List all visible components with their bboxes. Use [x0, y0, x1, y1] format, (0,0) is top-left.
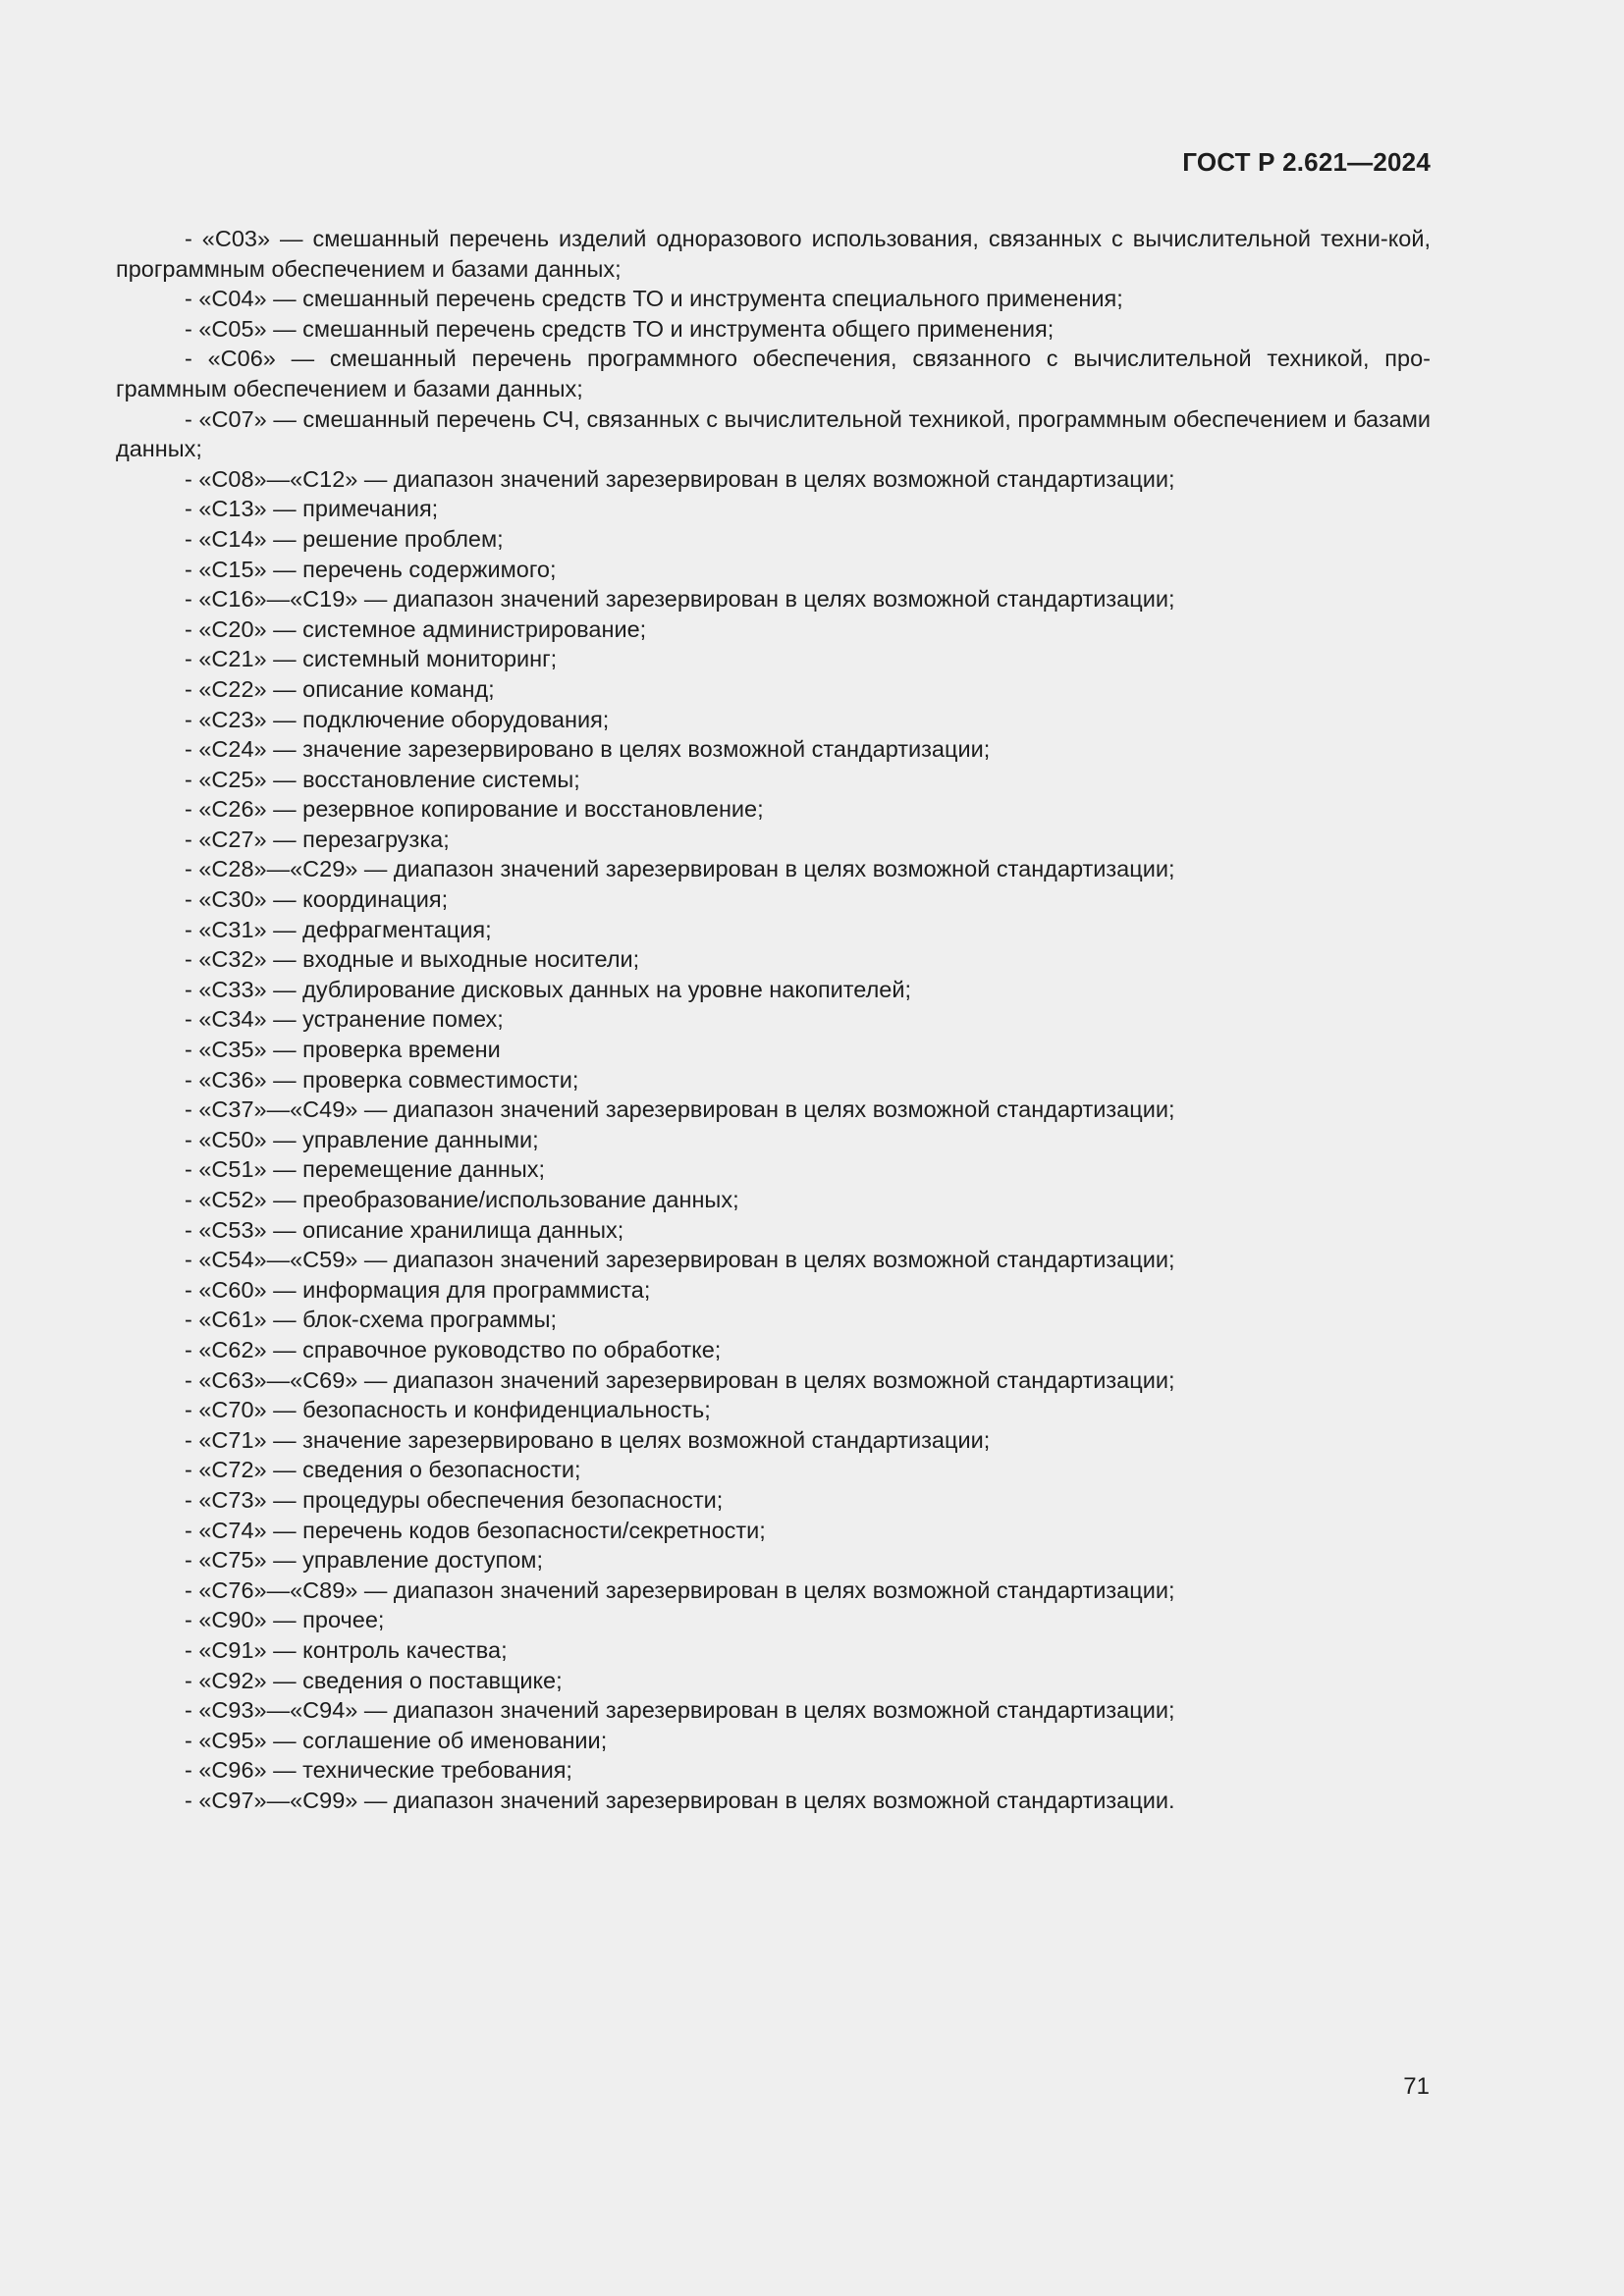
list-item: - «С36» — проверка совместимости; [185, 1066, 579, 1093]
list-item: - «С22» — описание команд; [185, 675, 495, 702]
list-item: - «С08»—«С12» — диапазон значений зарезервирован в целях возможной стандартизации; [185, 465, 1175, 492]
list-item: - «С97»—«С99» — диапазон значений зарезервирован в целях возможной стандартизации. [185, 1787, 1175, 1813]
list-item: - «С26» — резервное копирование и восстановление; [185, 796, 764, 823]
list-item: - «С50» — управление данными; [185, 1126, 539, 1152]
list-item: - «С91» — контроль качества; [185, 1636, 508, 1663]
list-item: - «С30» — координация; [185, 886, 449, 913]
list-item: - «С07» — смешанный перечень СЧ, связанных с вычислительной техникой, программным обеспечением и базами данных; [116, 405, 1431, 462]
list-item: - «С53» — описание хранилища данных; [185, 1216, 624, 1243]
list-item: - «С16»—«С19» — диапазон значений зарезервирован в целях возможной стандартизации; [185, 586, 1175, 613]
list-item: - «С03» — смешанный перечень изделий одноразового использования, связанных с вычислительной техни-кой, программным обеспечением и базами данных; [116, 226, 1431, 282]
list-item: - «С28»—«С29» — диапазон значений зарезервирован в целях возможной стандартизации; [185, 856, 1175, 882]
code-list [116, 224, 1431, 1815]
list-item: - «С71» — значение зарезервировано в целях возможной стандартизации; [185, 1426, 991, 1453]
page-number: 71 [1403, 2073, 1430, 2100]
standard-code-header: ГОСТ Р 2.621—2024 [1182, 147, 1431, 177]
list-item: - «С72» — сведения о безопасности; [185, 1457, 581, 1483]
list-item: - «С25» — восстановление системы; [185, 766, 580, 792]
list-item: - «С62» — справочное руководство по обработке; [185, 1336, 722, 1362]
list-item: - «С74» — перечень кодов безопасности/секретности; [185, 1517, 766, 1543]
list-item: - «С60» — информация для программиста; [185, 1276, 651, 1303]
list-item: - «С96» — технические требования; [185, 1757, 572, 1784]
list-item: - «С90» — прочее; [185, 1607, 385, 1633]
list-item: - «С15» — перечень содержимого; [185, 556, 557, 582]
list-item: - «С54»—«С59» — диапазон значений зарезервирован в целях возможной стандартизации; [185, 1247, 1175, 1273]
list-item: - «С73» — процедуры обеспечения безопасности; [185, 1486, 724, 1513]
list-item: - «С06» — смешанный перечень программного обеспечения, связанного с вычислительной техникой, про-граммным обеспечением и базами данных; [116, 346, 1431, 401]
list-item: - «С70» — безопасность и конфиденциальность; [185, 1397, 711, 1423]
list-item: - «С52» — преобразование/использование данных; [185, 1187, 739, 1212]
list-item: - «С76»—«С89» — диапазон значений зарезервирован в целях возможной стандартизации; [185, 1576, 1175, 1603]
list-item: - «С75» — управление доступом; [185, 1547, 543, 1574]
list-item: - «С04» — смешанный перечень средств ТО и инструмента специального применения; [185, 286, 1123, 312]
list-item: - «С37»—«С49» — диапазон значений зарезервирован в целях возможной стандартизации; [185, 1096, 1175, 1123]
list-item: - «С93»—«С94» — диапазон значений зарезервирован в целях возможной стандартизации; [185, 1697, 1175, 1724]
list-item: - «С21» — системный мониторинг; [185, 646, 558, 672]
list-item: - «С14» — решение проблем; [185, 525, 504, 552]
list-item: - «С13» — примечания; [185, 496, 439, 522]
list-item: - «С35» — проверка времени [185, 1037, 501, 1063]
list-item: - «С05» — смешанный перечень средств ТО и инструмента общего применения; [185, 315, 1055, 342]
list-item: - «С51» — перемещение данных; [185, 1156, 546, 1183]
list-item: - «С92» — сведения о поставщике; [185, 1667, 563, 1693]
list-item: - «С34» — устранение помех; [185, 1006, 504, 1033]
list-item: - «С24» — значение зарезервировано в целях возможной стандартизации; [185, 736, 991, 763]
list-item: - «С27» — перезагрузка; [185, 826, 450, 852]
list-item: - «С61» — блок-схема программы; [185, 1307, 558, 1333]
list-item: - «С95» — соглашение об именовании; [185, 1727, 608, 1753]
list-item: - «С23» — подключение оборудования; [185, 706, 610, 732]
list-item: - «С20» — системное администрирование; [185, 615, 647, 642]
list-item: - «С31» — дефрагментация; [185, 916, 492, 942]
list-item: - «С63»—«С69» — диапазон значений зарезервирован в целях возможной стандартизации; [185, 1366, 1175, 1393]
list-item: - «С33» — дублирование дисковых данных на уровне накопителей; [185, 976, 912, 1002]
list-item: - «С32» — входные и выходные носители; [185, 946, 640, 973]
